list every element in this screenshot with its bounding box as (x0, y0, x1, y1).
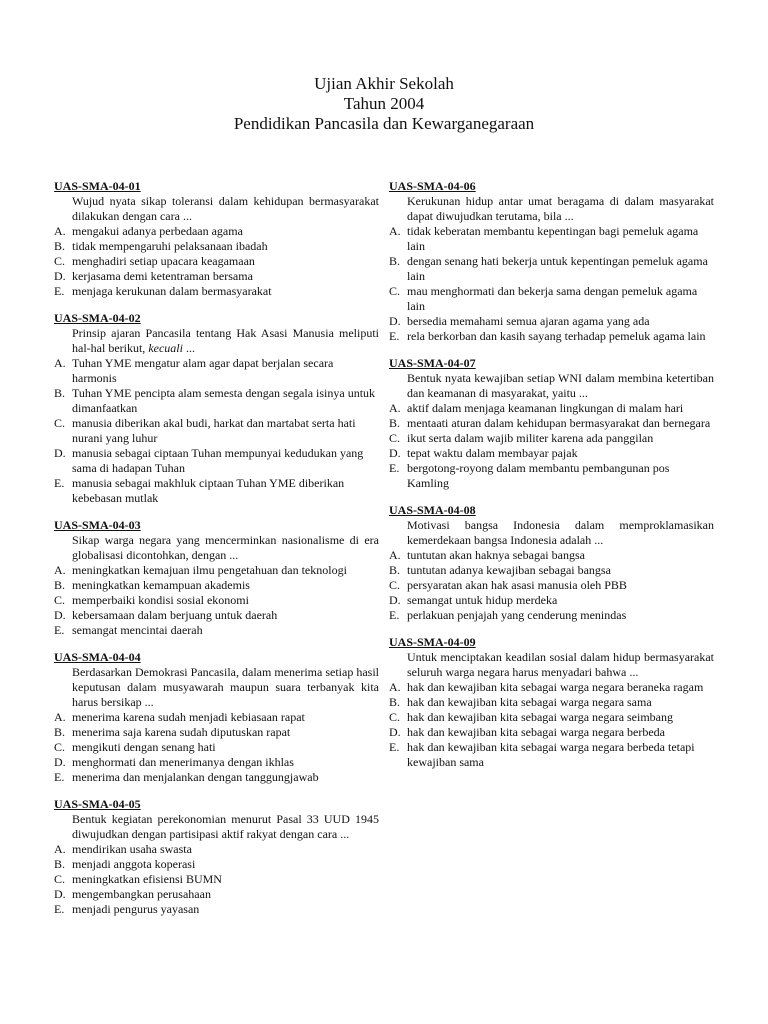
option-letter: B. (389, 695, 401, 709)
answer-option (389, 314, 714, 329)
option-letter: A. (389, 224, 401, 238)
option-letter: C. (54, 740, 66, 754)
answer-option (54, 386, 379, 416)
exam-year: Tahun 2004 (343, 94, 425, 113)
option-text: hak dan kewajiban kita sebagai warga negara berbeda (407, 725, 665, 739)
question-text (54, 194, 379, 224)
question-block (389, 635, 714, 770)
option-letter: A. (389, 548, 401, 562)
answer-option (389, 254, 714, 284)
option-text: aktif dalam menjaga keamanan lingkungan di malam hari (407, 401, 684, 415)
question-text (54, 326, 379, 356)
question-text (389, 518, 714, 548)
option-text: mengikuti dengan senang hati (72, 740, 216, 754)
question-block (54, 650, 379, 785)
answer-option (389, 461, 714, 491)
answer-option (389, 224, 714, 254)
answer-option (54, 476, 379, 506)
option-text: meningkatkan kemajuan ilmu pengetahuan dan teknologi (72, 563, 347, 577)
answer-option (54, 284, 379, 299)
answer-option (389, 401, 714, 416)
answer-option (389, 446, 714, 461)
answer-option (54, 887, 379, 902)
answer-option (54, 725, 379, 740)
question-id: UAS-SMA-04-02 (54, 311, 141, 325)
option-text: mau menghormati dan bekerja sama dengan pemeluk agama lain (407, 284, 698, 313)
answer-option (389, 416, 714, 431)
question-text (54, 812, 379, 842)
answer-option (54, 578, 379, 593)
option-text: tuntutan adanya kewajiban sebagai bangsa (407, 563, 611, 577)
answer-option (54, 239, 379, 254)
question-id: UAS-SMA-04-06 (389, 179, 476, 193)
option-text: mendirikan usaha swasta (72, 842, 192, 856)
answer-option (389, 608, 714, 623)
answer-option (54, 563, 379, 578)
option-letter: A. (389, 680, 401, 694)
option-letter: C. (389, 431, 401, 445)
answer-option (54, 416, 379, 446)
exam-title: Ujian Akhir Sekolah (314, 74, 454, 93)
option-letter: C. (389, 578, 401, 592)
option-text: mentaati aturan dalam kehidupan bermasyarakat dan bernegara (407, 416, 711, 430)
option-letter: B. (54, 578, 66, 592)
option-text: menghadiri setiap upacara keagamaan (72, 254, 255, 268)
option-letter: C. (389, 284, 401, 298)
question-block (54, 797, 379, 917)
left-column (54, 179, 379, 929)
option-letter: D. (54, 755, 66, 769)
option-letter: E. (54, 902, 65, 916)
option-text: menerima saja karena sudah diputuskan rapat (72, 725, 291, 739)
option-text: tepat waktu dalam membayar pajak (407, 446, 578, 460)
option-letter: D. (54, 269, 66, 283)
option-letter: B. (54, 386, 66, 400)
answer-option (54, 902, 379, 917)
option-text: memperbaiki kondisi sosial ekonomi (72, 593, 249, 607)
question-id: UAS-SMA-04-01 (54, 179, 141, 193)
answer-option (54, 254, 379, 269)
option-text: menghormati dan menerimanya dengan ikhlas (72, 755, 294, 769)
question-block (54, 311, 379, 506)
question-block (389, 356, 714, 491)
answer-option (389, 725, 714, 740)
option-text: kerjasama demi ketentraman bersama (72, 269, 253, 283)
option-letter: A. (54, 710, 66, 724)
question-id: UAS-SMA-04-09 (389, 635, 476, 649)
right-column (389, 179, 714, 782)
option-letter: A. (54, 563, 66, 577)
answer-option (54, 623, 379, 638)
answer-option (389, 740, 714, 770)
question-stem: Prinsip ajaran Pancasila tentang Hak Asasi Manusia meliputi hal-hal berikut, (72, 326, 379, 355)
option-text: mengembangkan perusahaan (72, 887, 211, 901)
answer-option (389, 329, 714, 344)
option-text: manusia sebagai ciptaan Tuhan mempunyai kedudukan yang sama di hadapan Tuhan (72, 446, 364, 475)
option-text: manusia sebagai makhluk ciptaan Tuhan YME diberikan kebebasan mutlak (72, 476, 345, 505)
question-stem: Motivasi bangsa Indonesia dalam memproklamasikan kemerdekaan bangsa Indonesia adalah ... (407, 518, 714, 547)
option-text: tuntutan akan haknya sebagai bangsa (407, 548, 585, 562)
answer-option (54, 710, 379, 725)
option-letter: E. (54, 284, 65, 298)
option-letter: C. (54, 872, 66, 886)
question-text (54, 533, 379, 563)
option-letter: D. (389, 446, 401, 460)
option-letter: A. (54, 356, 66, 370)
answer-option (54, 770, 379, 785)
question-stem: Bentuk nyata kewajiban setiap WNI dalam membina ketertiban dan keamanan di masyarakat, yaitu ... (407, 371, 714, 400)
option-letter: A. (54, 224, 66, 238)
question-stem: Sikap warga negara yang mencerminkan nasionalisme di era globalisasi dicontohkan, dengan ... (72, 533, 379, 562)
question-stem: Berdasarkan Demokrasi Pancasila, dalam menerima setiap hasil keputusan dalam musyawarah maupun suara terbanyak kita harus bersikap ... (72, 665, 379, 709)
answer-option (54, 608, 379, 623)
question-block (54, 179, 379, 299)
answer-option (54, 740, 379, 755)
question-text (389, 194, 714, 224)
option-text: meningkatkan kemampuan akademis (72, 578, 250, 592)
option-letter: E. (389, 740, 400, 754)
option-text: manusia diberikan akal budi, harkat dan martabat serta hati nurani yang luhur (72, 416, 356, 445)
question-stem: Kerukunan hidup antar umat beragama di dalam masyarakat dapat diwujudkan terutama, bila ... (407, 194, 714, 223)
option-text: ikut serta dalam wajib militer karena ada panggilan (407, 431, 654, 445)
option-text: hak dan kewajiban kita sebagai warga negara seimbang (407, 710, 674, 724)
answer-option (389, 431, 714, 446)
option-text: semangat mencintai daerah (72, 623, 203, 637)
option-letter: E. (54, 476, 65, 490)
answer-option (54, 842, 379, 857)
answer-option (389, 593, 714, 608)
option-text: menjadi anggota koperasi (72, 857, 196, 871)
answer-option (389, 548, 714, 563)
question-emphasis: kecuali (148, 341, 183, 355)
option-letter: C. (389, 710, 401, 724)
option-text: bersedia memahami semua ajaran agama yang ada (407, 314, 650, 328)
option-letter: C. (54, 416, 66, 430)
answer-option (389, 710, 714, 725)
option-text: perlakuan penjajah yang cenderung menindas (407, 608, 627, 622)
option-letter: A. (54, 842, 66, 856)
option-letter: D. (389, 725, 401, 739)
answer-option (389, 680, 714, 695)
option-letter: E. (54, 770, 65, 784)
answer-option (54, 356, 379, 386)
question-stem: Untuk menciptakan keadilan sosial dalam hidup bermasyarakat seluruh warga negara harus menyadari bahwa ... (407, 650, 714, 679)
question-text (389, 650, 714, 680)
question-text (54, 665, 379, 710)
exam-header (0, 74, 768, 134)
option-letter: B. (54, 725, 66, 739)
answer-option (389, 695, 714, 710)
option-text: semangat untuk hidup merdeka (407, 593, 558, 607)
question-id: UAS-SMA-04-07 (389, 356, 476, 370)
option-text: Tuhan YME pencipta alam semesta dengan segala isinya untuk dimanfaatkan (72, 386, 376, 415)
question-block (389, 179, 714, 344)
option-text: tidak keberatan membantu kepentingan bagi pemeluk agama lain (407, 224, 699, 253)
option-letter: B. (54, 239, 66, 253)
option-letter: D. (54, 887, 66, 901)
question-block (389, 503, 714, 623)
option-letter: D. (389, 314, 401, 328)
option-text: menjadi pengurus yayasan (72, 902, 200, 916)
option-text: hak dan kewajiban kita sebagai warga negara beraneka ragam (407, 680, 704, 694)
option-letter: B. (389, 416, 401, 430)
option-letter: D. (54, 446, 66, 460)
question-stem: Wujud nyata sikap toleransi dalam kehidupan bermasyarakat dilakukan dengan cara ... (72, 194, 379, 223)
question-id: UAS-SMA-04-04 (54, 650, 141, 664)
option-text: hak dan kewajiban kita sebagai warga negara berbeda tetapi kewajiban sama (407, 740, 695, 769)
question-id: UAS-SMA-04-05 (54, 797, 141, 811)
option-text: dengan senang hati bekerja untuk kepentingan pemeluk agama lain (407, 254, 708, 283)
option-text: bergotong-royong dalam membantu pembangunan pos Kamling (407, 461, 670, 490)
option-letter: C. (54, 254, 66, 268)
question-stem: Bentuk kegiatan perekonomian menurut Pasal 33 UUD 1945 diwujudkan dengan partisipasi aktif rakyat dengan cara ... (72, 812, 379, 841)
answer-option (54, 446, 379, 476)
question-stem-tail: ... (182, 341, 195, 355)
answer-option (54, 269, 379, 284)
option-letter: B. (54, 857, 66, 871)
exam-subject: Pendidikan Pancasila dan Kewarganegaraan (233, 114, 535, 133)
answer-option (54, 872, 379, 887)
answer-option (389, 578, 714, 593)
option-text: mengakui adanya perbedaan agama (72, 224, 243, 238)
option-letter: A. (389, 401, 401, 415)
option-text: kebersamaan dalam berjuang untuk daerah (72, 608, 278, 622)
option-letter: E. (54, 623, 65, 637)
question-block (54, 518, 379, 638)
option-letter: D. (54, 608, 66, 622)
option-text: rela berkorban dan kasih sayang terhadap pemeluk agama lain (407, 329, 706, 343)
option-letter: D. (389, 593, 401, 607)
question-id: UAS-SMA-04-03 (54, 518, 141, 532)
option-text: menjaga kerukunan dalam bermasyarakat (72, 284, 272, 298)
option-letter: E. (389, 608, 400, 622)
answer-option (54, 857, 379, 872)
question-text (389, 371, 714, 401)
answer-option (54, 593, 379, 608)
option-letter: E. (389, 329, 400, 343)
option-text: menerima dan menjalankan dengan tanggungjawab (72, 770, 319, 784)
answer-option (389, 563, 714, 578)
option-text: meningkatkan efisiensi BUMN (72, 872, 222, 886)
option-text: tidak mempengaruhi pelaksanaan ibadah (72, 239, 268, 253)
option-text: menerima karena sudah menjadi kebiasaan rapat (72, 710, 305, 724)
question-id: UAS-SMA-04-08 (389, 503, 476, 517)
answer-option (54, 755, 379, 770)
option-text: hak dan kewajiban kita sebagai warga negara sama (407, 695, 652, 709)
answer-option (389, 284, 714, 314)
option-letter: B. (389, 563, 401, 577)
option-letter: B. (389, 254, 401, 268)
answer-option (54, 224, 379, 239)
option-letter: E. (389, 461, 400, 475)
option-letter: C. (54, 593, 66, 607)
option-text: persyaratan akan hak asasi manusia oleh PBB (407, 578, 627, 592)
option-text: Tuhan YME mengatur alam agar dapat berjalan secara harmonis (72, 356, 334, 385)
